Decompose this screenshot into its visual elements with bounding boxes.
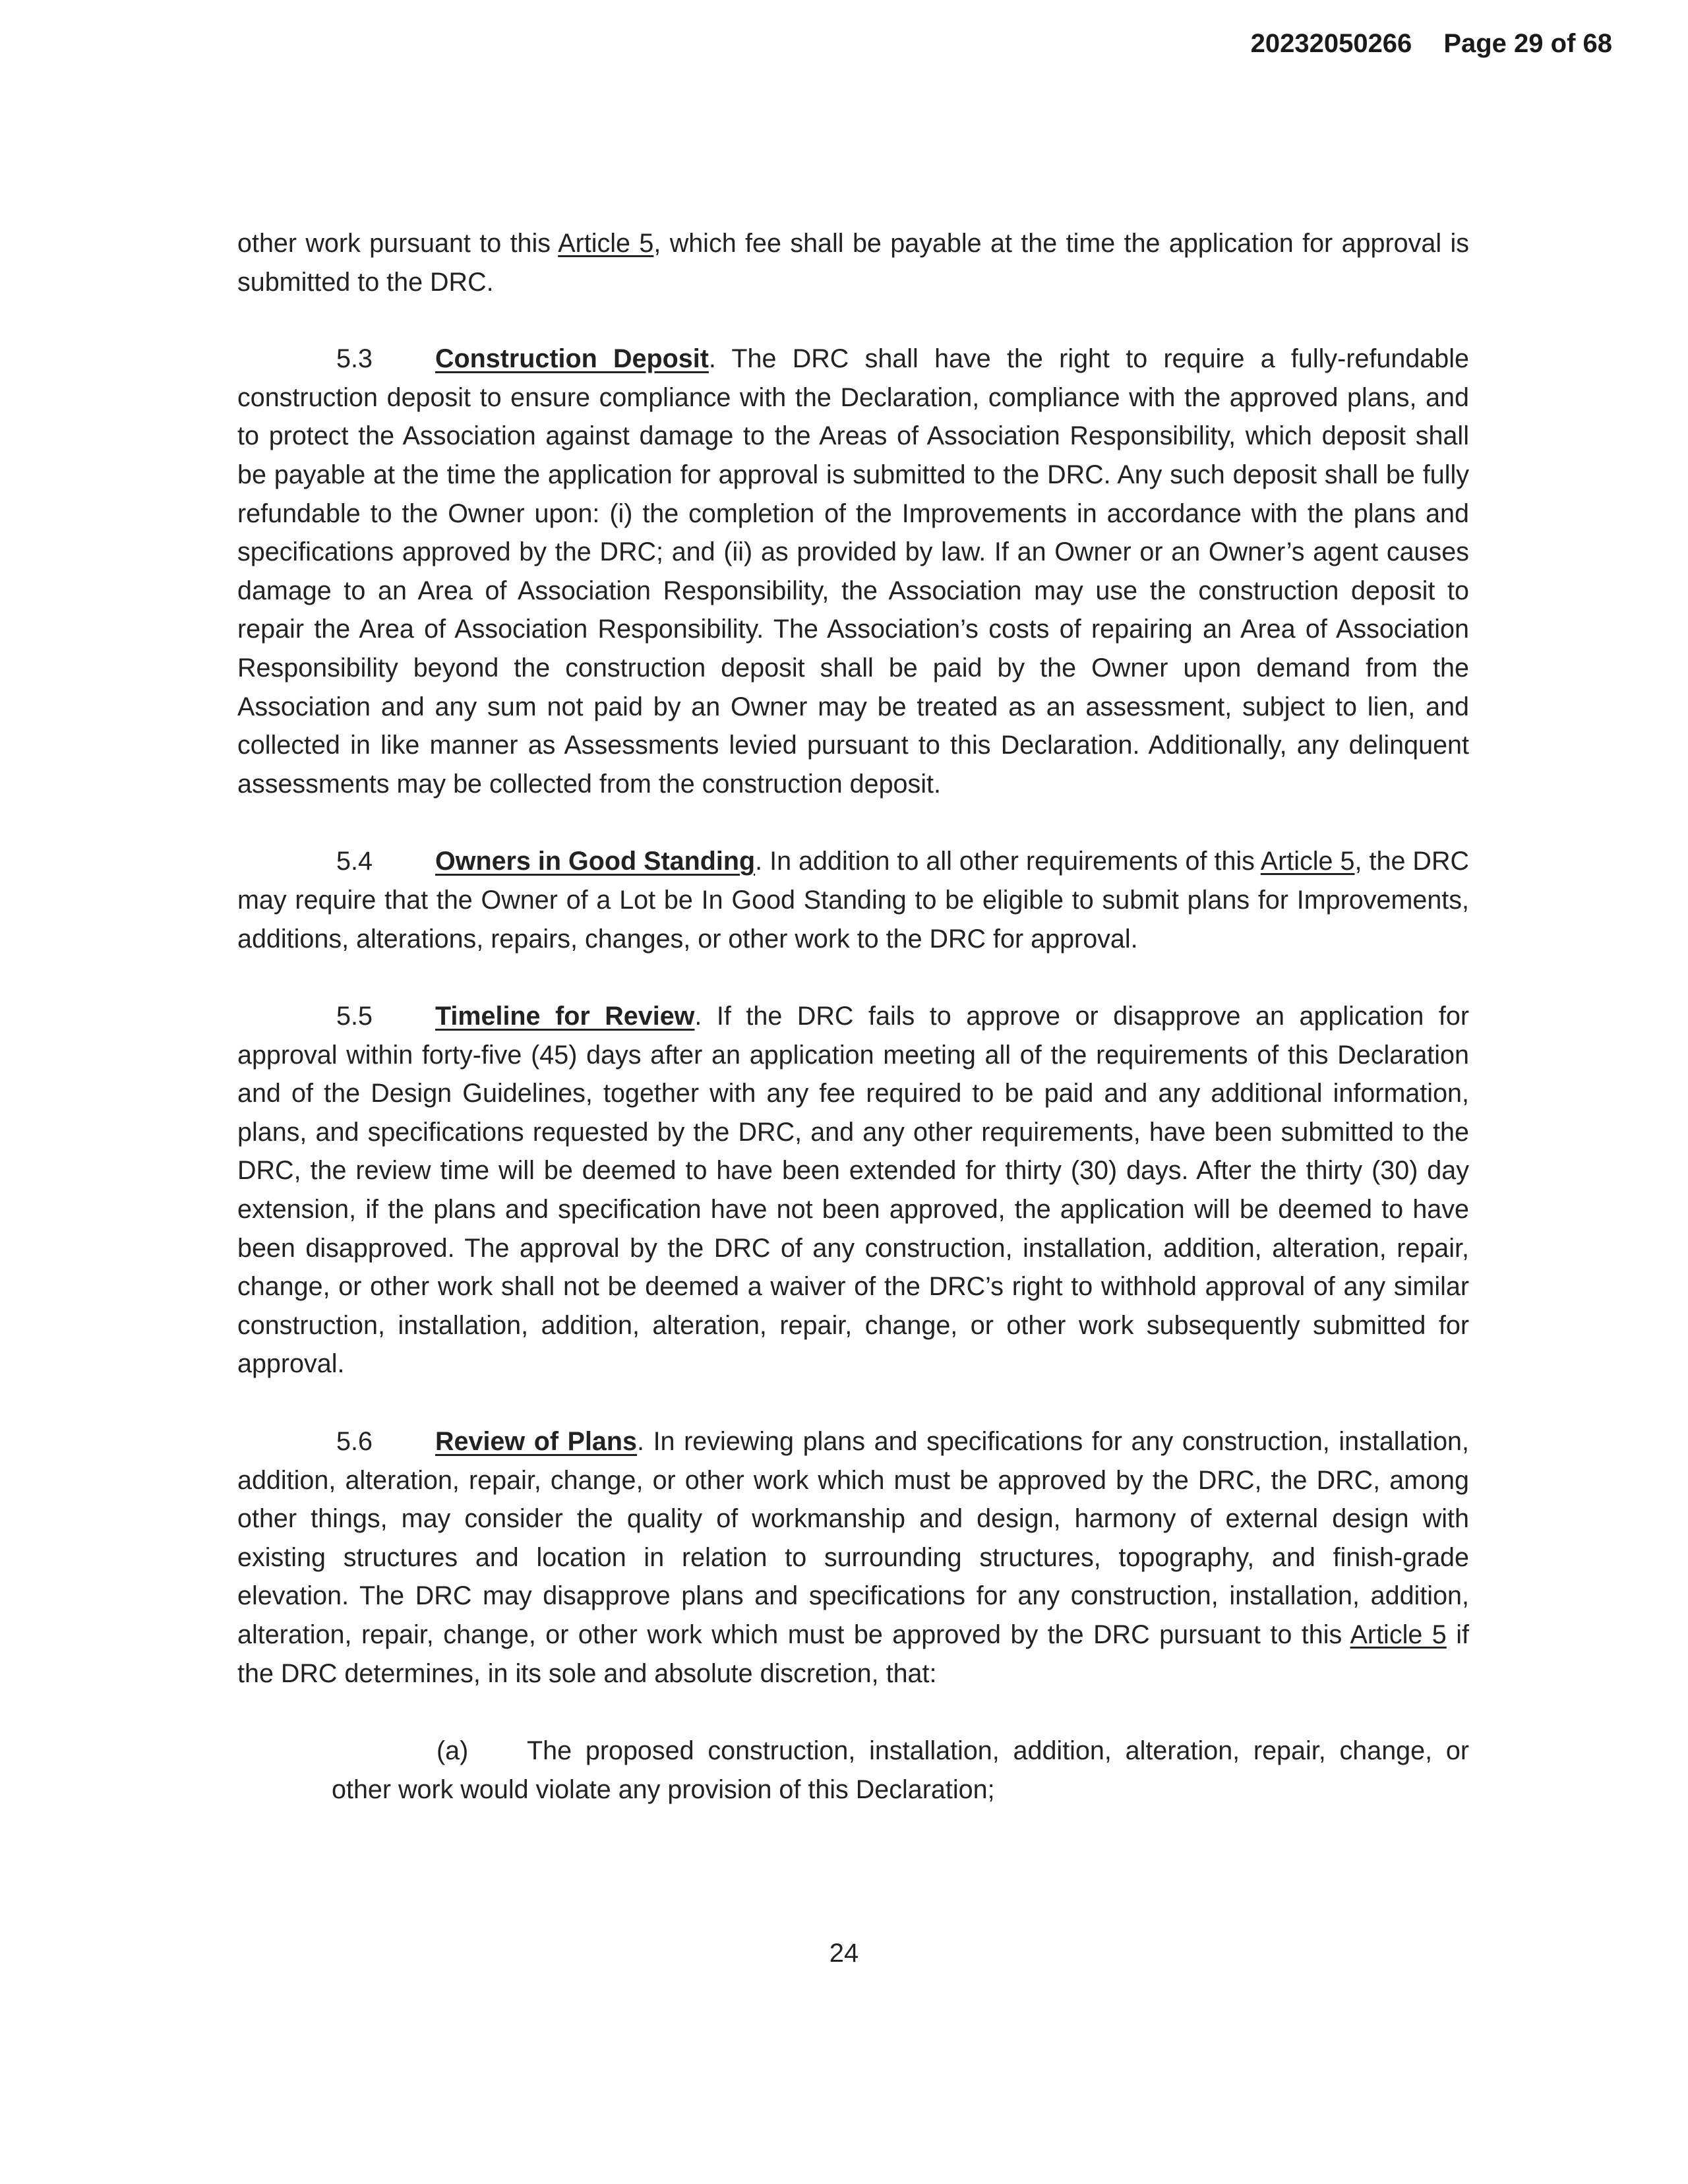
- page-number: 24: [829, 1939, 859, 1968]
- section-5-5: [237, 997, 1469, 1383]
- continuation-paragraph: other work pursuant to this Article 5, which fee shall be payable at the time the application for approval is submitted to the DRC.: [237, 229, 1469, 297]
- article-reference: Article 5: [558, 229, 654, 258]
- section-number: 5.6: [336, 1427, 373, 1457]
- item-text: The proposed construction, installation, addition, alteration, repair, change, or other work would violate any provision of this Declaration;: [332, 1736, 1469, 1804]
- list-item-a: [332, 1732, 1469, 1809]
- section-title: Review of Plans: [435, 1427, 637, 1457]
- section-text: , the DRC may require that the Owner of a Lot be In Good Standing to be eligible to submit plans for Improvements, additions, alterations, repairs, changes, or other work to the DRC for approval.: [237, 847, 1470, 954]
- section-number: 5.3: [336, 344, 373, 374]
- section-title: Timeline for Review: [435, 1002, 695, 1031]
- document-number: 20232050266: [1250, 29, 1412, 58]
- document-body: [237, 224, 1469, 1809]
- section-text: . If the DRC fails to approve or disapprove an application for approval within forty-five (45) days after an application meeting all of the requirements of this Declaration and of the Design Guidelines, together with any fee required to be paid and any additional information, plans, and specifications requested by the DRC, and any other requirements, have been submitted to the DRC, the review time will be deemed to have been extended for thirty (30) days. After the thirty (30) day extension, if the plans and specification have not been approved, the application will be deemed to have been disapproved. The approval by the DRC of any construction, installation, addition, alteration, repair, change, or other work shall not be deemed a waiver of the DRC’s right to withhold approval of any similar construction, installation, addition, alteration, repair, change, or other work subsequently submitted for approval.: [237, 1002, 1469, 1379]
- section-5-6: [237, 1422, 1469, 1693]
- section-text: if the DRC determines, in its sole and absolute discretion, that:: [237, 1620, 1470, 1688]
- section-5-3: [237, 340, 1469, 803]
- section-number: 5.4: [336, 847, 373, 876]
- recording-header: [1251, 29, 1612, 59]
- article-reference: Article 5: [1260, 847, 1355, 876]
- article-reference: Article 5: [1350, 1620, 1447, 1649]
- section-title: Owners in Good Standing: [435, 847, 756, 876]
- section-text: . The DRC shall have the right to require a fully-refundable construction deposit to ensure compliance with the Declaration, compliance with the approved plans, and to protect the Association against damage to the Areas of Association Responsibility, which deposit shall be payable at the time the application for approval is submitted to the DRC. Any such deposit shall be fully refundable to the Owner upon: (i) the completion of the Improvements in accordance with the plans and specifications approved by the DRC; and (ii) as provided by law. If an Owner or an Owner’s agent causes damage to an Area of Association Responsibility, the Association may use the construction deposit to repair the Area of Association Responsibility. The Association’s costs of repairing an Area of Association Responsibility beyond the construction deposit shall be paid by the Owner upon demand from the Association and any sum not paid by an Owner may be treated as an assessment, subject to lien, and collected in like manner as Assessments levied pursuant to this Declaration. Additionally, any delinquent assessments may be collected from the construction deposit.: [237, 344, 1470, 799]
- page-label: Page 29 of 68: [1443, 29, 1612, 58]
- section-text: . In reviewing plans and specifications for any construction, installation, addition, alteration, repair, change, or other work which must be approved by the DRC, the DRC, among other things, may consider the quality of workmanship and design, harmony of external design with existing structures and location in relation to surrounding structures, topography, and finish-grade elevation. The DRC may disapprove plans and specifications for any construction, installation, addition, alteration, repair, change, or other work which must be approved by the DRC pursuant to this: [237, 1427, 1469, 1649]
- section-number: 5.5: [336, 1002, 373, 1031]
- item-label: (a): [437, 1736, 469, 1766]
- section-title: Construction Deposit: [435, 344, 709, 374]
- section-5-4: [237, 842, 1469, 958]
- section-text: . In addition to all other requirements of this: [755, 847, 1261, 876]
